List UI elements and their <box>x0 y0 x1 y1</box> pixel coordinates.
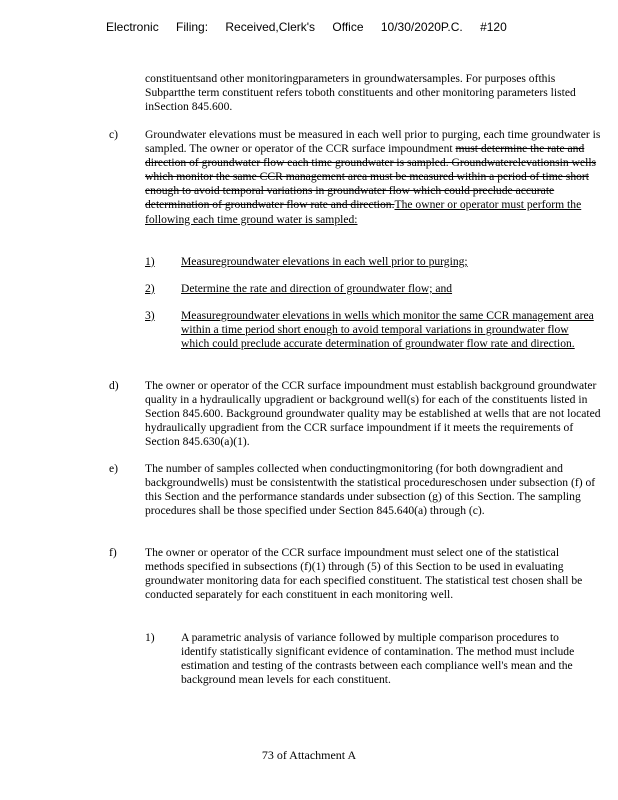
c-item-2-text: Determine the rate and direction of groundwater flow; and <box>181 282 453 295</box>
section-c-deleted-text: must determine the rate and direction of groundwater flow each time groundwater is sampled. Groundwaterelevationsin wells which monitor the same CCR management area must be measured within a period of time short enough to avoid temporal variations in groundwater flow which could preclude accurate determination of groundwater flow rate and direction. <box>145 142 597 212</box>
header-number: #120 <box>480 20 507 34</box>
f-item-1-text: A parametric analysis of variance followed by multiple comparison procedures to identify statistically significant evidence of contamination. The method must include estimation and testing of the contrasts between each compliance well's mean and the background mean levels for each constituent. <box>181 631 575 687</box>
section-c-inserted-text: The owner or operator must perform the following each time ground water is sampled: <box>145 198 582 226</box>
section-c-text: Groundwater elevations must be measured in each well prior to purging, each time groundwater is sampled. The owner or operator of the CCR surface impoundment <box>145 128 601 156</box>
intro-paragraph: constituentsand other monitoringparameters in groundwatersamples. For purposes ofthis Subpartthe term constituent refers toboth constituents and other monitoring parameters listed inSection 845.600. <box>145 72 576 114</box>
header-office: Office <box>332 20 364 34</box>
page-footer: 73 of Attachment A <box>261 748 357 762</box>
section-c-paragraph <box>145 128 601 227</box>
header-date: 10/30/2020P.C. <box>380 20 463 34</box>
filing-header <box>106 20 606 34</box>
c-item-1-text: Measuregroundwater elevations in each well prior to purging; <box>181 255 468 268</box>
section-f-label: f) <box>109 546 117 559</box>
section-d-label: d) <box>109 379 119 392</box>
section-e-paragraph: The number of samples collected when conductingmonitoring (for both downgradient and backgroundwells) must be consistentwith the statistical procedureschosen under subsection (f) of this Section and the performance standards under subsection (g) of this Section. The sampling procedures shall be those specified under Section 845.640(a) through (c). <box>145 462 596 518</box>
c-item-3-number: 3) <box>145 309 155 322</box>
header-filing: Filing: <box>176 20 209 34</box>
header-received: Received,Clerk's <box>225 20 316 34</box>
c-item-1-number: 1) <box>145 255 155 268</box>
f-item-1-number: 1) <box>145 631 155 644</box>
section-e-label: e) <box>109 462 119 475</box>
c-item-2-number: 2) <box>145 282 155 295</box>
section-f-paragraph: The owner or operator of the CCR surface impoundment must select one of the statistical methods specified in subsections (f)(1) through (5) of this Section to be used in evaluating groundwater monitoring data for each specified constituent. The statistical test chosen shall be conducted separately for each constituent in each monitoring well. <box>145 546 583 602</box>
section-d-paragraph: The owner or operator of the CCR surface impoundment must establish background groundwater quality in a hydraulically upgradient or background well(s) for each of the constituents listed in Section 845.600. Background groundwater quality may be established at wells that are not located hydraulically upgradient from the CCR surface impoundment if it meets the requirements of Section 845.630(a)(1). <box>145 379 601 449</box>
c-item-3-text: Measuregroundwater elevations in wells which monitor the same CCR management area within a time period short enough to avoid temporal variations in groundwater flow which could preclude accurate determination of groundwater flow rate and direction. <box>181 309 594 351</box>
section-c-label: c) <box>109 128 119 141</box>
header-electronic: Electronic <box>106 20 159 34</box>
